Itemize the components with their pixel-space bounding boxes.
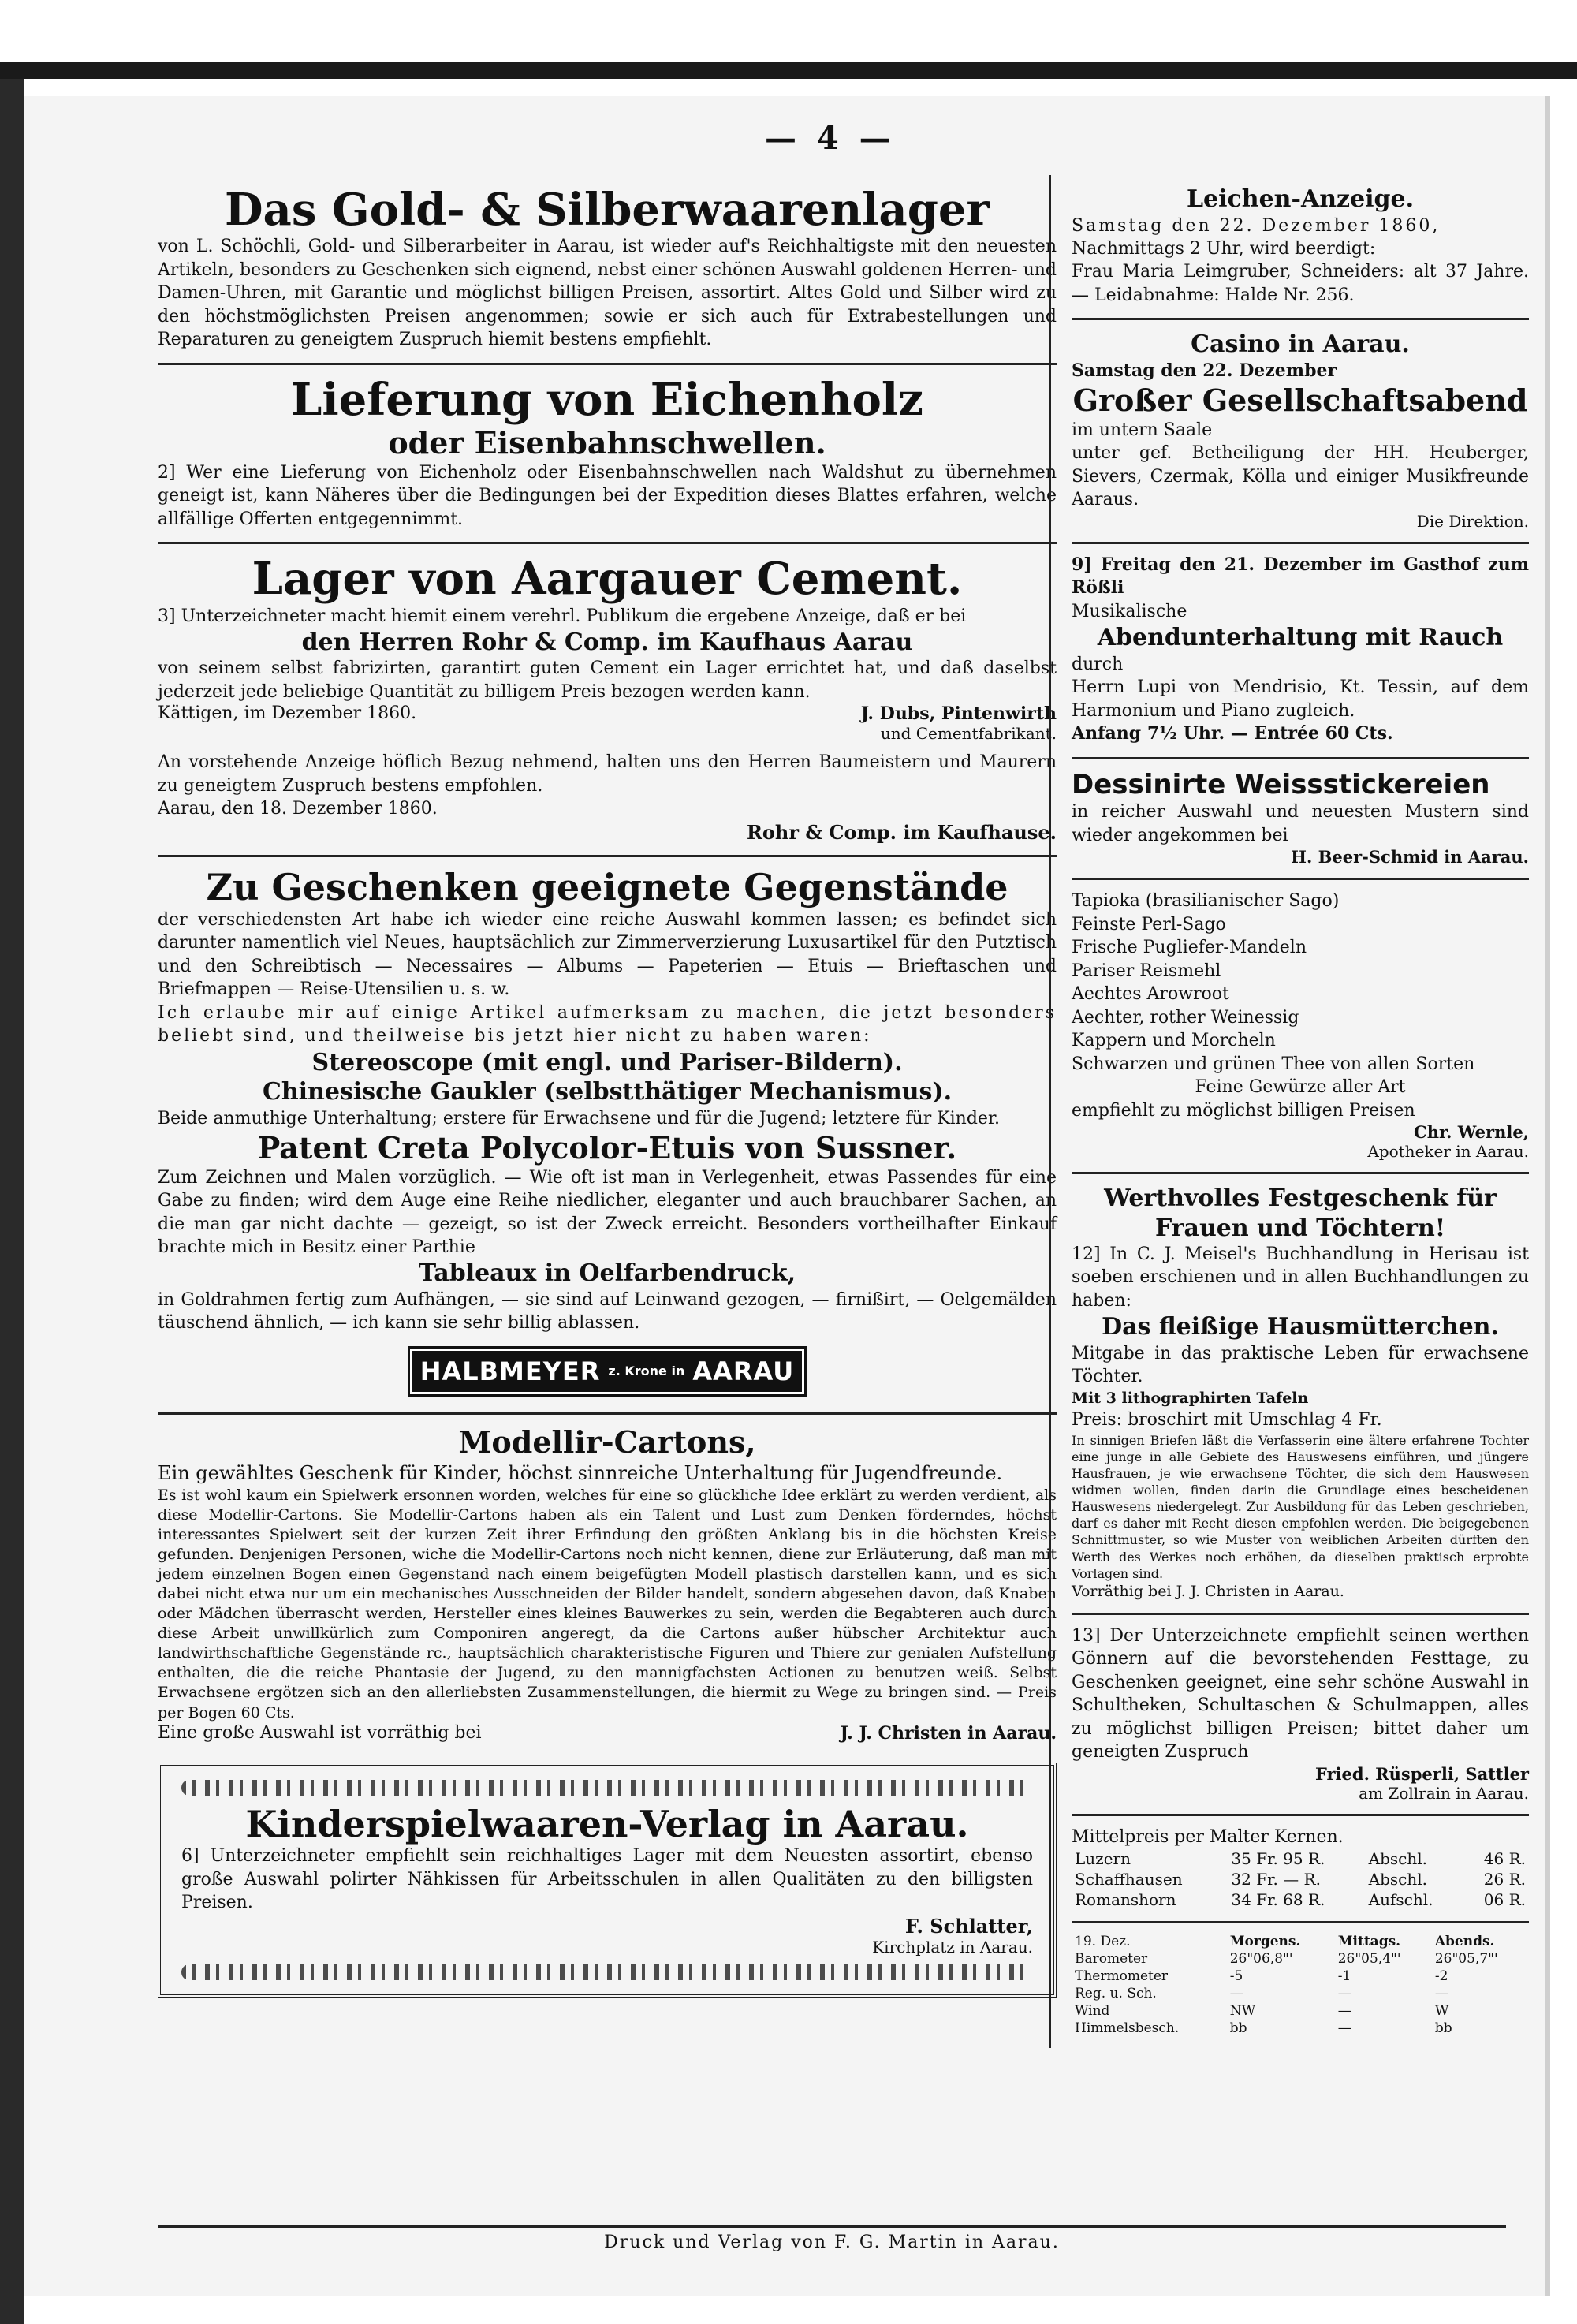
- ad-item: Tableaux in Oelfarbendruck,: [418, 1259, 796, 1288]
- ad-signer: Fried. Rüsperli, Sattler: [1314, 1763, 1529, 1784]
- table-row: [1072, 1869, 1529, 1889]
- list-item: Aechtes Arowroot: [1072, 984, 1229, 1005]
- ad-title: Das Gold- & Silberwaarenlager: [224, 184, 990, 236]
- ad-signer-place: Kirchplatz in Aarau.: [872, 1937, 1033, 1957]
- weather-table: [1072, 1923, 1529, 2048]
- ad-date: Samstag den 22. Dezember: [1072, 360, 1337, 381]
- ad-subtitle: oder Eisenbahnschwellen.: [388, 425, 826, 461]
- ad-book-title: Das fleißige Hausmütterchen.: [1102, 1313, 1499, 1341]
- table-row: [1072, 1889, 1529, 1910]
- ad-event: Großer Gesellschaftsabend: [1072, 382, 1528, 419]
- ad-footer-left: Eine große Auswahl ist vorräthig bei: [158, 1722, 482, 1743]
- table-cell: -1: [1337, 1968, 1351, 1985]
- table-cell: 26 R.: [1483, 1870, 1526, 1889]
- ad-place-date: Kättigen, im Dezember 1860.: [158, 703, 417, 724]
- ad-date: Aarau, den 18. Dezember 1860.: [158, 799, 438, 819]
- ad-text: An vorstehende Anzeige höflich Bezug nehmend, halten uns den Herren Baumeistern und Maurern zu geneigtem Zuspruch bestens empfohlen.: [158, 752, 1057, 796]
- table-cell: Schaffhausen: [1075, 1870, 1183, 1889]
- ornament-border-top: [181, 1780, 1033, 1796]
- table-row: [1072, 1848, 1529, 1869]
- list-item: Feine Gewürze aller Art: [1195, 1077, 1406, 1098]
- table-cell: bb: [1434, 2020, 1452, 2037]
- ad-text: Zum Zeichnen und Malen vorzüglich. — Wie oft ist man in Verlegenheit, etwas Passendes für eine Gabe zu finden; wird dem Auge eine Reihe niedlicher, eleganter und auch brauchbarer Sachen, an die man gar nicht dachte — gezeigt, so ist der Zweck erreicht. Besonders vortheilhafter Einkauf brachte mich in Besitz einer Parthie: [158, 1167, 1057, 1257]
- table-header: Morgens.: [1229, 1934, 1301, 1950]
- table-cell: bb: [1229, 2020, 1247, 2037]
- table-cell: 26"05,7"': [1434, 1951, 1498, 1968]
- table-cell: 46 R.: [1483, 1849, 1526, 1869]
- table-row: [1072, 2020, 1529, 2037]
- ad-signer: F. Schlatter,: [904, 1914, 1033, 1938]
- table-title: Mittelpreis per Malter Kernen.: [1072, 1826, 1344, 1847]
- ad-text: 6] Unterzeichneter empfiehlt sein reichhaltiges Lager mit dem Neuesten assortirt, ebenso große Auswahl polirter Nähkissen für Arbeitsschulen in allen Qualitäten zu den billigsten Preisen.: [181, 1846, 1033, 1913]
- list-item: Feinste Perl-Sago: [1072, 914, 1226, 934]
- ad-gold-silver: [158, 175, 1057, 365]
- ad-time: Anfang 7½ Uhr. — Entrée 60 Cts.: [1072, 723, 1393, 744]
- table-cell: 19. Dez.: [1075, 1934, 1131, 1950]
- ad-text: 3] Unterzeichneter macht hiemit einem verehrl. Publikum die ergebene Anzeige, daß er bei: [158, 606, 967, 626]
- logo-mid: z. Krone in: [608, 1363, 685, 1379]
- table-cell: 35 Fr. 95 R.: [1231, 1849, 1325, 1869]
- ad-casino: [1072, 320, 1529, 543]
- ornament-border-bottom: [181, 1964, 1033, 1980]
- ad-eichenholz: [158, 365, 1057, 544]
- table-cell: Abschl.: [1368, 1849, 1428, 1869]
- ad-kinderspielwaaren: [158, 1763, 1057, 1998]
- ad-text: empfiehlt zu möglichst billigen Preisen: [1072, 1100, 1415, 1121]
- table-row: [1072, 1968, 1529, 1985]
- ad-title: Werthvolles Festgeschenk für Frauen und Töchtern!: [1104, 1184, 1497, 1242]
- table-cell: Abschl.: [1368, 1870, 1428, 1889]
- ad-title: Modellir-Cartons,: [458, 1423, 756, 1460]
- ad-signer: Die Direktion.: [1416, 511, 1529, 531]
- ad-festgeschenk: [1072, 1174, 1529, 1615]
- table-cell: —: [1434, 1986, 1448, 2002]
- ad-geschenke: [158, 857, 1057, 1415]
- ad-title: Lager von Aargauer Cement.: [252, 553, 963, 606]
- ad-title: Casino in Aarau.: [1191, 330, 1410, 359]
- scan-border-top: [0, 0, 1577, 79]
- list-item: Frische Pugliefer-Mandeln: [1072, 938, 1307, 958]
- table-cell: —: [1337, 2020, 1351, 2037]
- table-header: Mittags.: [1337, 1934, 1401, 1950]
- right-column: [1049, 175, 1529, 2048]
- ad-title: Kinderspielwaaren-Verlag in Aarau.: [245, 1802, 969, 1845]
- ad-text: In sinnigen Briefen läßt die Verfasserin eine ältere erfahrene Tochter eine junge in alle Gebiete des Hauswesens einführen, und jüngere Hausfrauen, je wie erwachsene Töchter, die sich dem Hauswesen widmen wollen, finden darin die Grundlage eines bescheidenen Hauswesens niedergelegt. Zur Ausbildung für das Leben geschrieben, darf es daher mit Recht diesen empfohlen werden. Die beigegebenen Schnittmuster, so wie Muster von weiblichen Arbeiten dürften den Werth des Werkes noch erhöhen, da dieselben praktisch erprobte Vorlagen sind.: [1072, 1432, 1529, 1581]
- ad-text: Frau Maria Leimgruber, Schneiders: alt 37 Jahre. — Leidabnahme: Halde Nr. 256.: [1072, 262, 1529, 305]
- table-cell: 34 Fr. 68 R.: [1231, 1890, 1325, 1910]
- ad-text: 2] Wer eine Lieferung von Eichenholz oder Eisenbahnschwellen nach Waldshut zu übernehmen geneigt ist, kann Näheres über die Bedingungen bei der Expedition dieses Blattes erfahren, welche allfällige Offerten entgegennimmt.: [158, 462, 1057, 529]
- ad-text: Herrn Lupi von Mendrisio, Kt. Tessin, auf dem Harmonium und Piano zugleich.: [1072, 677, 1529, 721]
- ad-place: im untern Saale: [1072, 420, 1213, 440]
- ad-title: Lieferung von Eichenholz: [291, 373, 923, 426]
- table-cell: 26"06,8"': [1229, 1951, 1293, 1968]
- ad-footer-right: J. J. Christen in Aarau.: [840, 1722, 1057, 1744]
- ad-signer: Rohr & Comp. im Kaufhause.: [746, 820, 1057, 844]
- ad-weissstickereien: [1072, 759, 1529, 881]
- list-item: Kappern und Morcheln: [1072, 1031, 1276, 1051]
- ad-text: in Goldrahmen fertig zum Aufhängen, — sie sind auf Leinwand gezogen, — firnißirt, — Oelgemälden täuschend ähnlich, — ich kann sie sehr billig ablassen.: [158, 1289, 1057, 1334]
- ad-by: durch: [1072, 654, 1124, 674]
- table-cell: -5: [1229, 1968, 1243, 1985]
- table-cell: —: [1337, 1986, 1351, 2002]
- list-item: Tapioka (brasilianischer Sago): [1072, 891, 1340, 912]
- ad-text: 13] Der Unterzeichnete empfiehlt seinen werthen Gönnern auf die bevorstehenden Festtage, zu Geschenken geeignet, eine sehr schöne Auswahl in Schultheken, Schultaschen & Schulmappen, alles zu möglichst billigen Preisen; bittet daher um geneigten Zuspruch: [1072, 1625, 1529, 1763]
- table-cell: 06 R.: [1483, 1890, 1526, 1910]
- table-cell: 32 Fr. — R.: [1231, 1870, 1321, 1889]
- list-item: Schwarzen und grünen Thee von allen Sorten: [1072, 1054, 1475, 1074]
- ad-text: von L. Schöchli, Gold- und Silberarbeiter in Aarau, ist wieder auf's Reichhaltigste mit den neuesten Artikeln, besonders zu Geschenken sich eignend, nebst einer schönen Auswahl goldenen Herren- und Damen-Uhren, mit Garantie und möglichst billigen Preisen, assortirt. Altes Gold und Silber wird zu den höchstmöglichsten Preisen angenommen; sowie er sich auch für Extrabestellungen und Reparaturen zu geneigtem Zuspruch hiemit bestens empfiehlt.: [158, 237, 1057, 350]
- ad-text: Beide anmuthige Unterhaltung; erstere für Erwachsene und für die Jugend; letztere für Kinder.: [158, 1108, 1001, 1128]
- ad-leichen-anzeige: [1072, 175, 1529, 320]
- ad-cement: [158, 544, 1057, 857]
- ad-item: Patent Creta Polycolor-Etuis von Sussner.: [257, 1130, 957, 1166]
- table-row: [1072, 1950, 1529, 1968]
- table-cell: Thermometer: [1075, 1968, 1169, 1985]
- logo-name: HALBMEYER: [419, 1356, 601, 1386]
- list-item: Aechter, rother Weinessig: [1072, 1007, 1299, 1028]
- ad-price: Preis: broschirt mit Umschlag 4 Fr.: [1072, 1410, 1382, 1431]
- ad-text: unter gef. Betheiligung der HH. Heuberger, Sievers, Czermak, Kölla und einiger Musikfreunde Aaraus.: [1072, 443, 1529, 510]
- ad-time: Nachmittags 2 Uhr, wird beerdigt:: [1072, 238, 1376, 259]
- table-header: Abends.: [1434, 1934, 1495, 1950]
- ad-signer-place: am Zollrain in Aarau.: [1359, 1783, 1529, 1803]
- left-column: [158, 175, 1057, 1998]
- ad-firm: den Herren Rohr & Comp. im Kaufhaus Aarau: [301, 628, 913, 656]
- ad-item: Stereoscope (mit engl. und Pariser-Bildern).: [311, 1048, 903, 1076]
- ad-signer-role: und Cementfabrikant.: [880, 724, 1057, 744]
- ad-item: Chinesische Gaukler (selbstthätiger Mechanismus).: [262, 1078, 953, 1106]
- table-cell: 26"05,4"': [1337, 1951, 1401, 1968]
- ad-sub: Musikalische: [1072, 601, 1187, 621]
- list-item: Pariser Reismehl: [1072, 961, 1221, 981]
- ad-date: Samstag den 22. Dezember 1860,: [1072, 215, 1441, 236]
- table-cell: Reg. u. Sch.: [1075, 1986, 1157, 2002]
- ad-title: Leichen-Anzeige.: [1186, 185, 1415, 213]
- table-cell: Wind: [1075, 2003, 1110, 2020]
- ad-subtitle: Ein gewähltes Geschenk für Kinder, höchst sinnreiche Unterhaltung für Jugendfreunde.: [158, 1461, 1003, 1484]
- grain-price-table: [1072, 1848, 1529, 1910]
- ad-signer: H. Beer-Schmid in Aarau.: [1291, 847, 1529, 867]
- halbmeyer-logo: [408, 1346, 807, 1397]
- ad-signer: Chr. Wernle,: [1414, 1122, 1529, 1143]
- table-cell: Aufschl.: [1368, 1890, 1433, 1910]
- ad-signer: J. Dubs, Pintenwirth: [860, 703, 1057, 725]
- ad-text: von seinem selbst fabrizirten, garantirt guten Cement ein Lager errichtet hat, und daß daselbst jederzeit jede beliebige Quantität zu billigem Preis bezogen werden kann.: [158, 658, 1057, 702]
- ad-title: Abendunterhaltung mit Rauch: [1097, 624, 1504, 652]
- ad-title: Dessinirte Weissstickereien: [1072, 768, 1490, 800]
- ad-intro: 9] Freitag den 21. Dezember im Gasthof zum Rößli: [1072, 554, 1529, 599]
- table-row: [1072, 2002, 1529, 2020]
- table-cell: Barometer: [1075, 1951, 1148, 1968]
- imprint-footer: Druck und Verlag von F. G. Martin in Aarau.: [158, 2225, 1506, 2252]
- ad-text: Ich erlaube mir auf einige Artikel aufmerksam zu machen, die jetzt besonders beliebt sind, und theilweise bis jetzt hier nicht zu haben waren:: [158, 1002, 1057, 1046]
- table-cell: Romanshorn: [1075, 1890, 1176, 1910]
- scan-border-left: [0, 79, 24, 2324]
- table-cell: —: [1337, 2003, 1351, 2020]
- table-row: [1072, 1985, 1529, 2002]
- ad-plates: Mit 3 lithographirten Tafeln: [1072, 1389, 1309, 1407]
- ad-abendunterhaltung: [1072, 544, 1529, 759]
- grain-prices: [1072, 1816, 1529, 1923]
- table-cell: —: [1229, 1986, 1243, 2002]
- table-cell: NW: [1229, 2003, 1256, 2020]
- ad-text: der verschiedensten Art habe ich wieder eine reiche Auswahl kommen lassen; es befindet sich darunter namentlich viel Neues, hauptsächlich zur Zimmerverzierung Luxusartikel für den Putztisch und den Schreibtisch — Necessaires — Albums — Papeterien — Etuis — Brieftaschen und Briefmappen — Reise-Utensilien u. s. w.: [158, 909, 1057, 1000]
- ad-apotheke: [1072, 880, 1529, 1174]
- ad-title: Zu Geschenken geeignete Gegenstände: [206, 865, 1008, 908]
- newspaper-page: [24, 96, 1550, 2296]
- ad-footer: Vorräthig bei J. J. Christen in Aarau.: [1072, 1582, 1344, 1600]
- ad-modellir: [158, 1415, 1057, 1755]
- ad-signer-role: Apotheker in Aarau.: [1367, 1142, 1529, 1162]
- page-number: — 4 —: [765, 120, 896, 157]
- ad-text: in reicher Auswahl und neuesten Mustern sind wieder angekommen bei: [1072, 802, 1529, 845]
- table-cell: W: [1434, 2003, 1449, 2020]
- table-cell: -2: [1434, 1968, 1448, 1985]
- ad-sattler: [1072, 1615, 1529, 1816]
- ad-text: 12] In C. J. Meisel's Buchhandlung in Herisau ist soeben erschienen und in allen Buchhandlungen zu haben:: [1072, 1244, 1529, 1311]
- ad-book-subtitle: Mitgabe in das praktische Leben für erwachsene Töchter.: [1072, 1343, 1529, 1387]
- ad-text: Es ist wohl kaum ein Spielwerk ersonnen worden, welches für eine so glückliche Idee erklärt zu werden verdient, als diese Modellir-Cartons. Sie Modellir-Cartons haben als ein Talent und Lust zum Denken förderndes, höchst interessantes Spielwert seit der kurzen Zeit ihrer Erfindung den größten Anklang bis in die höchsten Kreise gefunden. Denjenigen Personen, wiche die Modellir-Cartons noch nicht kennen, diene zur Erläuterung, daß man mit jedem einzelnen Bogen einen Gegenstand nach einem beigefügten Modell plastisch darstellen kann, und es sich dabei nicht etwa nur um ein mechanisches Ausschneiden der Bilder handelt, sondern abgesehen davon, daß Knaben oder Mädchen überrascht werden, Hersteller eines kleines Bauwerkes zu sein, werden die Begabteren auch durch diese Arbeit unwillkürlich zum Componiren angeregt, da die Cartons außer hübscher Architektur auch landwirthschaftliche Gegenstände rc., hauptsächlich charakteristische Figuren und Thiere zur genialen Aufstellung enthalten, die die reiche Phantasie der Jugend, zu den mannigfachsten Actionen zu benutzen weiß. Selbst Erwachsene ergötzen sich an den allerliebsten Zusammenstellungen, die hiermit zu Wege zu bringen sind. — Preis per Bogen 60 Cts.: [158, 1486, 1057, 1722]
- logo-city: AARAU: [692, 1356, 795, 1386]
- weather-observations: [1072, 1933, 1529, 2037]
- table-row: [1072, 1933, 1529, 1950]
- table-cell: Luzern: [1075, 1849, 1131, 1869]
- table-cell: Himmelsbesch.: [1075, 2020, 1180, 2037]
